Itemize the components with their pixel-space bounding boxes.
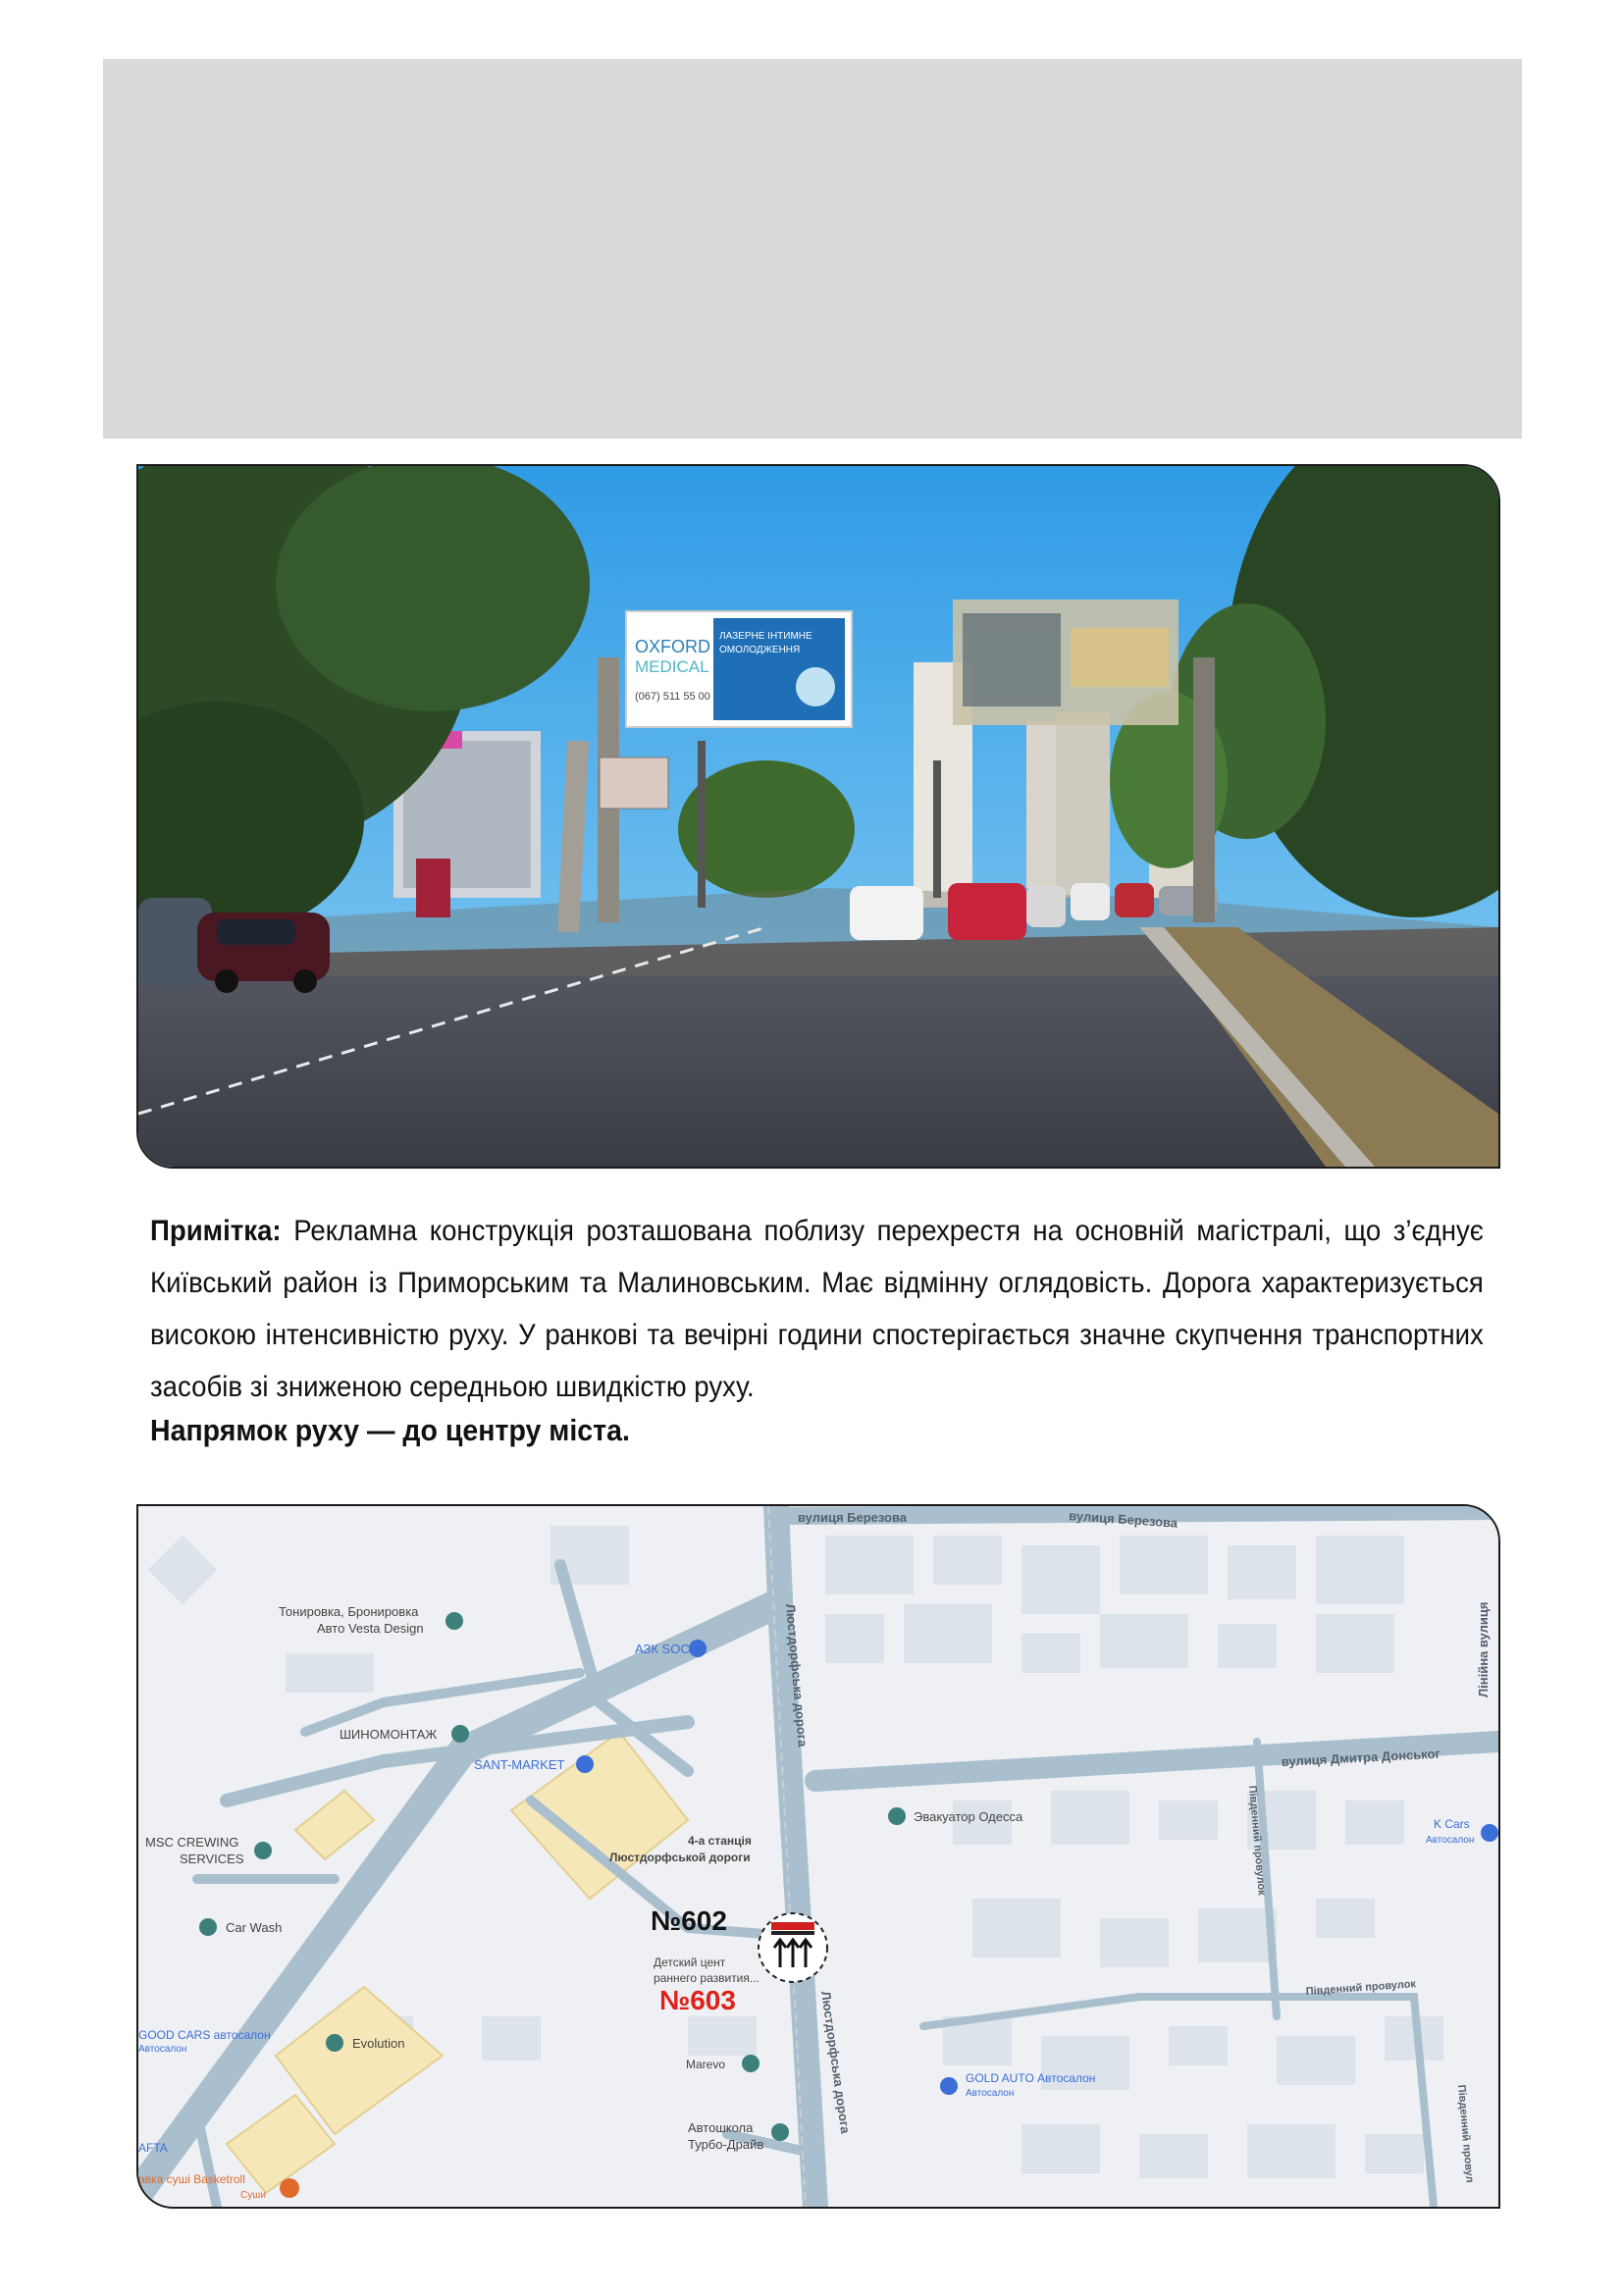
- street-pivdennyi-1: Південний провулок: [1246, 1785, 1268, 1897]
- poi-goldauto-icon: [940, 2077, 958, 2095]
- poi-msc-icon: [254, 1842, 272, 1859]
- marker-602: №602: [651, 1905, 727, 1936]
- marker-603: №603: [659, 1985, 736, 2015]
- street-lustdorf-1: Люстдорфська дорога: [783, 1602, 811, 1748]
- poi-evakuator: Эвакуатор Одесса: [914, 1809, 1023, 1824]
- poi-evolution-icon: [326, 2034, 343, 2052]
- street-donskoy: вулиця Дмитра Донськог: [1281, 1746, 1441, 1769]
- poi-tonirovka-icon: [445, 1612, 463, 1630]
- header-placeholder: [103, 59, 1522, 439]
- poi-marevo: Marevo: [686, 2058, 726, 2071]
- street-berezova-2: вулиця Березова: [1068, 1508, 1179, 1531]
- poi-msc-1: MSC CREWING: [145, 1835, 239, 1850]
- poi-sant: SANT-MARKET: [474, 1757, 565, 1772]
- poi-carwash: Car Wash: [226, 1920, 283, 1935]
- street-lustdorf-2: Люстдорфська дорога: [818, 1990, 854, 2135]
- poi-msc-2: SERVICES: [180, 1852, 244, 1866]
- poi-goldauto-1: GOLD AUTO Автосалон: [966, 2071, 1096, 2085]
- poi-marevo-icon: [742, 2055, 760, 2072]
- billboard-headline-1: ЛАЗЕРНЕ ІНТИМНЕ: [719, 631, 812, 642]
- poi-goodcars-2: Автосалон: [138, 2044, 187, 2055]
- poi-tonirovka-2: Авто Vesta Design: [317, 1621, 424, 1636]
- poi-station-2: Люстдорфськой дороги: [609, 1851, 751, 1864]
- note-text: Рекламна конструкція розташована поблизу перехрестя на основній магістралі, що з’єднує Київський район із Приморським та Малиновським. Має відмінну оглядовість. Дорога характеризується високою інтенсивністю руху. У ранкові та вечірні години спостерігається значне скупчення транспортних засобів зі зниженою середньою швидкістю руху.: [150, 1215, 1484, 1403]
- note-label: Примітка:: [150, 1215, 282, 1247]
- poi-avtoshkola-icon: [771, 2123, 789, 2141]
- billboard-brand-1: OXFORD: [635, 637, 711, 656]
- poi-afta: AFTA: [138, 2141, 168, 2155]
- street-pivdennyi-3: Південний провул: [1455, 2084, 1476, 2184]
- street-pivdennyi-2: Південний провулок: [1305, 1978, 1417, 1998]
- poi-shinomontazh-icon: [451, 1725, 469, 1743]
- poi-carwash-icon: [199, 1918, 217, 1936]
- poi-tonirovka-1: Тонировка, Бронировка: [279, 1604, 419, 1619]
- direction-text: Напрямок руху — до центру міста.: [150, 1413, 630, 1447]
- poi-sant-icon: [576, 1755, 594, 1773]
- poi-avtoshkola-1: Автошкола: [688, 2120, 754, 2135]
- note-paragraph: [150, 1205, 1484, 1413]
- billboard-headline-2: ОМОЛОДЖЕННЯ: [719, 645, 801, 655]
- poi-sushi-1: авка суші Basketroll: [138, 2172, 245, 2186]
- poi-sushi-icon: [280, 2178, 299, 2198]
- poi-shinomontazh: ШИНОМОНТАЖ: [340, 1727, 438, 1742]
- poi-detsky-1: Детский цент: [654, 1956, 726, 1969]
- poi-evolution: Evolution: [352, 2036, 405, 2051]
- street-berezova-1: вулиця Березова: [798, 1510, 908, 1525]
- poi-kcars-2: Автосалон: [1426, 1835, 1475, 1846]
- poi-sushi-2: Суши: [240, 2190, 266, 2201]
- poi-kcars-1: K Cars: [1434, 1817, 1470, 1831]
- poi-azk: АЗК SOCAR: [635, 1642, 707, 1656]
- poi-goodcars-1: GOOD CARS автосалон: [138, 2028, 271, 2042]
- billboard-phone: (067) 511 55 00: [635, 691, 710, 703]
- poi-avtoshkola-2: Турбо-Драйв: [688, 2137, 764, 2152]
- poi-kcars-icon: [1481, 1824, 1498, 1842]
- poi-detsky-2: раннего развития...: [654, 1971, 760, 1985]
- poi-station-1: 4-а станція: [688, 1834, 752, 1848]
- billboard-photo: [136, 464, 1500, 1169]
- street-linijna: Лінійна вулиця: [1476, 1601, 1491, 1697]
- billboard-brand-2: MEDICAL: [635, 657, 709, 676]
- poi-goldauto-2: Автосалон: [966, 2088, 1015, 2099]
- poi-evakuator-icon: [888, 1807, 906, 1825]
- location-map: [136, 1504, 1500, 2209]
